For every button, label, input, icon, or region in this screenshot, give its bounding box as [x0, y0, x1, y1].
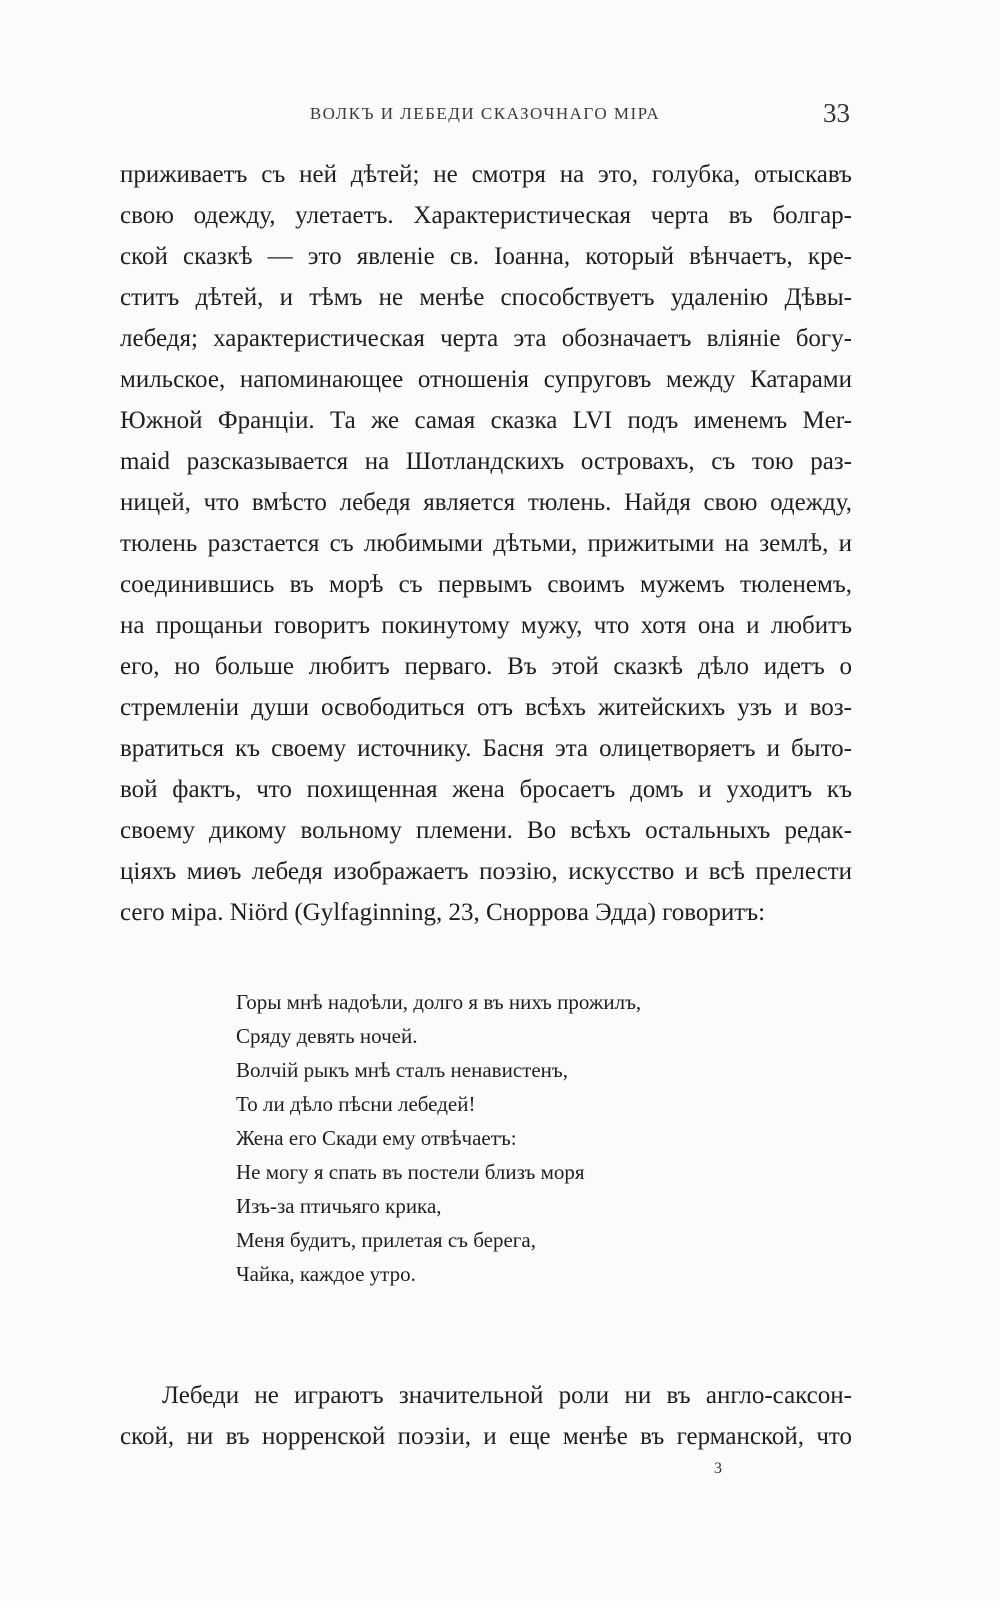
- text-line: своему дикому вольному племени. Во всѣхъ остальныхъ редак-: [120, 817, 852, 844]
- text-line: сего міра. Niörd (Gylfaginning, 23, Снорровa Эдда) говоритъ:: [120, 899, 766, 926]
- poem-line: Горы мнѣ надоѣли, долго я въ нихъ прожилъ,: [236, 990, 642, 1014]
- text-line: вратиться къ своему источнику. Басня эта олицетворяетъ и быто-: [120, 735, 852, 762]
- text-line: приживаетъ съ ней дѣтей; не смотря на это, голубка, отыскавъ: [120, 161, 852, 188]
- text-line: ститъ дѣтей, и тѣмъ не менѣе способствуетъ удаленію Дѣвы-: [120, 284, 852, 311]
- running-title: ВОЛКЪ И ЛЕБЕДИ СКАЗОЧНАГО МІРА: [309, 104, 661, 123]
- text-line: вой фактъ, что похищенная жена бросаетъ домъ и уходитъ къ: [120, 776, 852, 803]
- text-line: ціяхъ миѳъ лебедя изображаетъ поэзію, искусство и всѣ прелести: [120, 858, 852, 885]
- text-line: лебедя; характеристическая черта эта обозначаетъ вліяніе богу-: [120, 325, 852, 352]
- poem-line: Волчій рыкъ мнѣ сталъ ненавистенъ,: [236, 1058, 568, 1082]
- text-line: ской сказкѣ — это явленіе св. Іоанна, который вѣнчаетъ, кре-: [120, 243, 852, 270]
- poem-line: Жена его Скади ему отвѣчаетъ:: [236, 1126, 517, 1150]
- paragraph-2: [120, 1375, 852, 1457]
- text-line: стремленіи души освободиться отъ всѣхъ житейскихъ узъ и воз-: [120, 694, 852, 721]
- poem-line: Сряду девять ночей.: [236, 1024, 418, 1048]
- poem-line: Меня будитъ, прилетая съ берега,: [236, 1228, 536, 1252]
- poem-line: Изъ-за птичьяго крика,: [236, 1194, 442, 1218]
- text-line: соединившись въ морѣ съ первымъ своимъ мужемъ тюленемъ,: [120, 571, 852, 598]
- poem-quote: [236, 985, 796, 1291]
- text-line: maid разсказывается на Шотландскихъ островахъ, съ тою раз-: [120, 448, 852, 475]
- text-line: его, но больше любитъ перваго. Въ этой сказкѣ дѣло идетъ о: [120, 653, 852, 680]
- text-line: ницей, что вмѣсто лебедя является тюлень. Найдя свою одежду,: [120, 489, 852, 516]
- text-line: Лебеди не играютъ значительной роли ни въ англо-саксон-: [162, 1382, 852, 1409]
- text-line: ской, ни въ норренской поэзіи, и еще менѣе въ германской, что: [120, 1423, 852, 1450]
- paragraph-1: [120, 154, 852, 933]
- running-head: [120, 98, 850, 132]
- poem-line: Не могу я спать въ постели близъ моря: [236, 1160, 585, 1184]
- signature-mark: 3: [714, 1460, 722, 1477]
- text-line: тюлень разстается съ любимыми дѣтьми, прижитыми на землѣ, и: [120, 530, 852, 557]
- text-line: Южной Франціи. Та же самая сказка LVI подъ именемъ Mer-: [120, 407, 852, 434]
- poem-line: То ли дѣло пѣсни лебедей!: [236, 1092, 476, 1116]
- poem-line: Чайка, каждое утро.: [236, 1262, 416, 1286]
- text-line: свою одежду, улетаетъ. Характеристическая черта въ болгар-: [120, 202, 852, 229]
- text-line: на прощаньи говоритъ покинутому мужу, что хотя она и любитъ: [120, 612, 852, 639]
- page-number: 33: [823, 98, 850, 128]
- text-line: мильское, напоминающее отношенія супруговъ между Катарами: [120, 366, 852, 393]
